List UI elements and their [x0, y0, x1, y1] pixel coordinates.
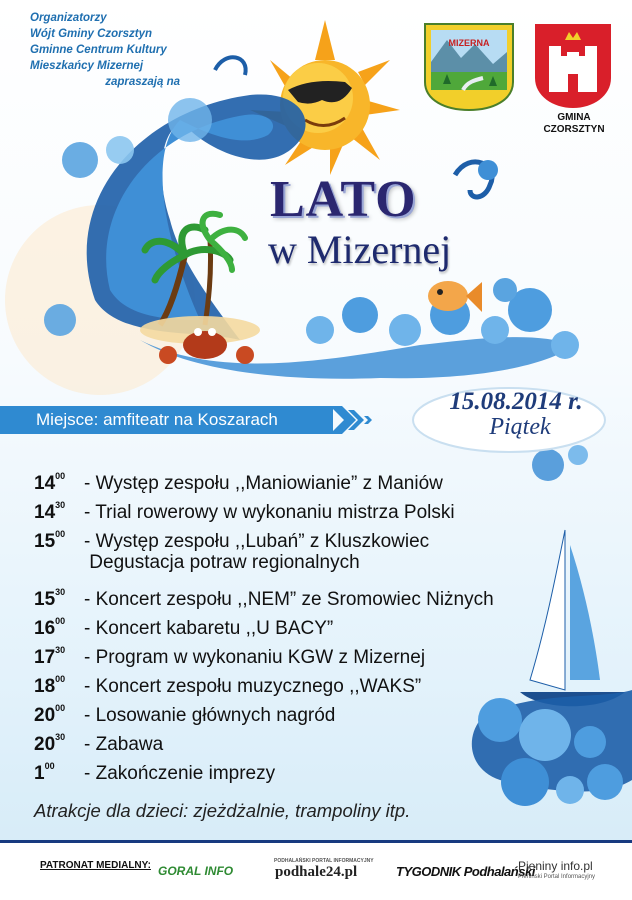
patronat-label: PATRONAT MEDIALNY: [40, 860, 151, 871]
schedule-text: - Losowanie głównych nagród [84, 705, 336, 726]
schedule-time: $16^{00}$ [34, 616, 66, 639]
event-title-main: LATO [270, 171, 417, 228]
schedule-text: - Zakończenie imprezy [84, 763, 276, 784]
schedule-time: $17^{30}$ [34, 645, 66, 668]
schedule-row [34, 520, 430, 552]
schedule-row [34, 607, 334, 639]
schedule-text: - Koncert zespołu muzycznego ,,WAKS” [84, 676, 422, 697]
schedule-text: - Występ zespołu ,,Maniowianie” z Maniów [84, 473, 443, 494]
pieniny-info-logo: Pieniny info.pl [518, 859, 593, 873]
podhale24-logo: podhale24.pl [275, 864, 358, 880]
gmina-line2: CZORSZTYN [543, 124, 605, 135]
mizerna-coat-of-arms-icon [423, 22, 515, 112]
czorsztyn-coat-of-arms-icon [533, 22, 613, 110]
pieniny-info-tagline: Pieniński Portal Informacyjny [518, 874, 596, 880]
schedule-row [34, 462, 443, 494]
sailboat-icon [520, 530, 625, 706]
schedule-row [34, 694, 336, 726]
schedule-text: - Trial rowerowy w wykonaniu mistrza Polski [84, 502, 455, 523]
schedule-text: - Zabawa [84, 734, 164, 755]
svg-text:MIZERNA: MIZERNA [448, 38, 490, 48]
schedule-time: $14^{30}$ [34, 500, 66, 523]
event-date: 15.08.2014 r. [449, 388, 583, 415]
event-day: Piątek [489, 414, 551, 440]
schedule-time: $20^{00}$ [34, 703, 66, 726]
venue-text: Miejsce: amfiteatr na Koszarach [36, 410, 278, 429]
gmina-label [526, 112, 622, 136]
schedule-text: - Program w wykonaniu KGW z Mizernej [84, 647, 426, 668]
kids-attractions: Atrakcje dla dzieci: zjeżdżalnie, trampoliny itp. [34, 800, 411, 821]
organizers-line4: Mieszkańcy Mizernej [30, 60, 144, 72]
podhale24-tagline: PODHALAŃSKI PORTAL INFORMACYJNY [274, 858, 374, 864]
organizers-block [30, 10, 180, 90]
schedule-row [34, 636, 426, 668]
tygodnik-podhalanski-logo: TYGODNIK Podhalański [396, 864, 535, 879]
schedule-time: $20^{30}$ [34, 732, 66, 755]
schedule-text: - Koncert kabaretu ,,U BACY” [84, 618, 334, 639]
schedule-text: Degustacja potraw regionalnych [84, 552, 360, 573]
gmina-line1: GMINA [557, 112, 591, 123]
organizers-line1: Organizatorzy [30, 12, 107, 24]
schedule-time: $1^{00}$ [34, 761, 55, 784]
goral-info-logo: GORAL INFO [158, 864, 234, 878]
event-title-sub: w Mizernej [268, 227, 452, 272]
schedule-time: $18^{00}$ [34, 674, 66, 697]
organizers-line5: zapraszają na [105, 76, 180, 88]
schedule-time: $15^{00}$ [34, 529, 66, 552]
chevron-right-icon [330, 406, 374, 434]
schedule-row [34, 665, 422, 697]
schedule-row [34, 549, 360, 577]
organizers-line2: Wójt Gminy Czorsztyn [30, 28, 153, 40]
schedule-row [34, 578, 494, 610]
schedule-text: - Koncert zespołu ,,NEM” ze Sromowiec Niżnych [84, 589, 494, 610]
schedule-row [34, 723, 164, 755]
schedule-time: $14^{00}$ [34, 471, 66, 494]
schedule-row [34, 491, 455, 523]
organizers-line3: Gminne Centrum Kultury [30, 44, 167, 56]
fish-icon [428, 281, 482, 312]
schedule-row [34, 752, 276, 784]
schedule-text: - Występ zespołu ,,Lubań” z Kluszkowiec [84, 531, 430, 552]
schedule-time: $15^{30}$ [34, 587, 66, 610]
